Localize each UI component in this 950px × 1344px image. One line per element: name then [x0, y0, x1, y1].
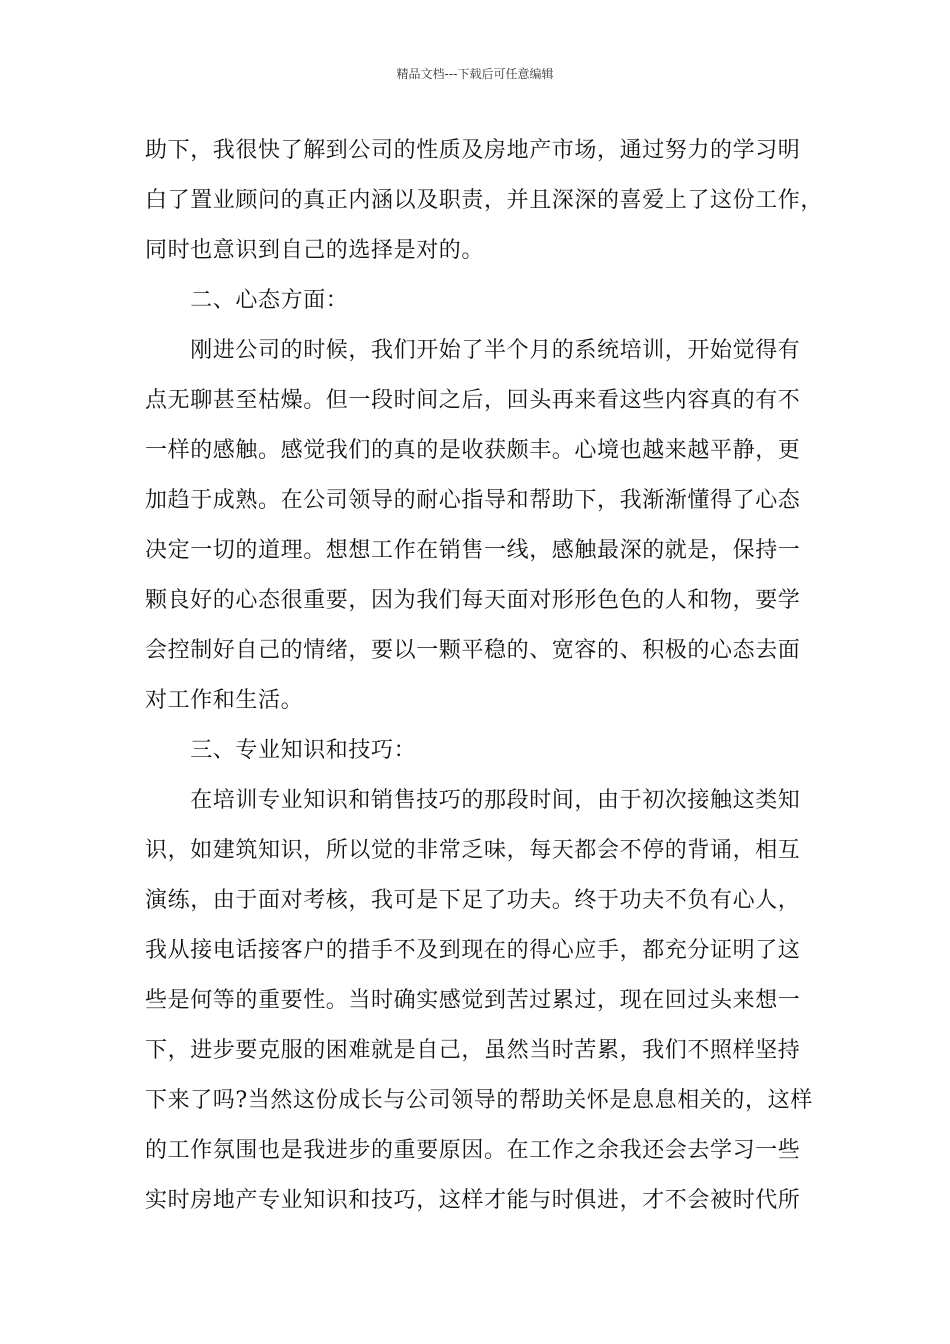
body-line: 加趋于成熟。在公司领导的耐心指导和帮助下，我渐渐懂得了心态: [145, 488, 801, 513]
body-line: 一样的感触。感觉我们的真的是收获颇丰。心境也越来越平静，更: [145, 438, 801, 463]
body-line: 对工作和生活。: [145, 688, 304, 713]
body-line: 助下，我很快了解到公司的性质及房地产市场，通过努力的学习明: [145, 138, 801, 163]
body-line: 演练，由于面对考核，我可是下足了功夫。终于功夫不负有心人，: [145, 888, 801, 913]
section-heading: 二、心态方面：: [145, 288, 349, 313]
page-header: 精品文档---下载后可任意编辑: [396, 67, 554, 81]
body-line: 的工作氛围也是我进步的重要原因。在工作之余我还会去学习一些: [145, 1138, 801, 1163]
body-line: 识，如建筑知识，所以觉的非常乏味，每天都会不停的背诵，相互: [145, 838, 801, 863]
body-line: 我从接电话接客户的措手不及到现在的得心应手，都充分证明了这: [145, 938, 801, 963]
body-line: 些是何等的重要性。当时确实感觉到苦过累过，现在回过头来想一: [145, 988, 801, 1013]
body-line: 同时也意识到自己的选择是对的。: [145, 238, 485, 263]
body-line: 下来了吗?当然这份成长与公司领导的帮助关怀是息息相关的，这样: [145, 1088, 813, 1113]
body-line: 白了置业顾问的真正内涵以及职责，并且深深的喜爱上了这份工作，: [145, 188, 824, 213]
body-line: 实时房地产专业知识和技巧，这样才能与时俱进，才不会被时代所: [145, 1188, 801, 1213]
body-line: 在培训专业知识和销售技巧的那段时间，由于初次接触这类知: [145, 788, 801, 813]
body-line: 点无聊甚至枯燥。但一段时间之后，回头再来看这些内容真的有不: [145, 388, 801, 413]
body-line: 会控制好自己的情绪，要以一颗平稳的、宽容的、积极的心态去面: [145, 638, 801, 663]
body-line: 决定一切的道理。想想工作在销售一线，感触最深的就是，保持一: [145, 538, 801, 563]
section-heading: 三、专业知识和技巧：: [145, 738, 417, 763]
body-line: 颗良好的心态很重要，因为我们每天面对形形色色的人和物，要学: [145, 588, 801, 613]
body-line: 刚进公司的时候，我们开始了半个月的系统培训，开始觉得有: [145, 338, 801, 363]
body-line: 下，进步要克服的困难就是自己，虽然当时苦累，我们不照样坚持: [145, 1038, 801, 1063]
